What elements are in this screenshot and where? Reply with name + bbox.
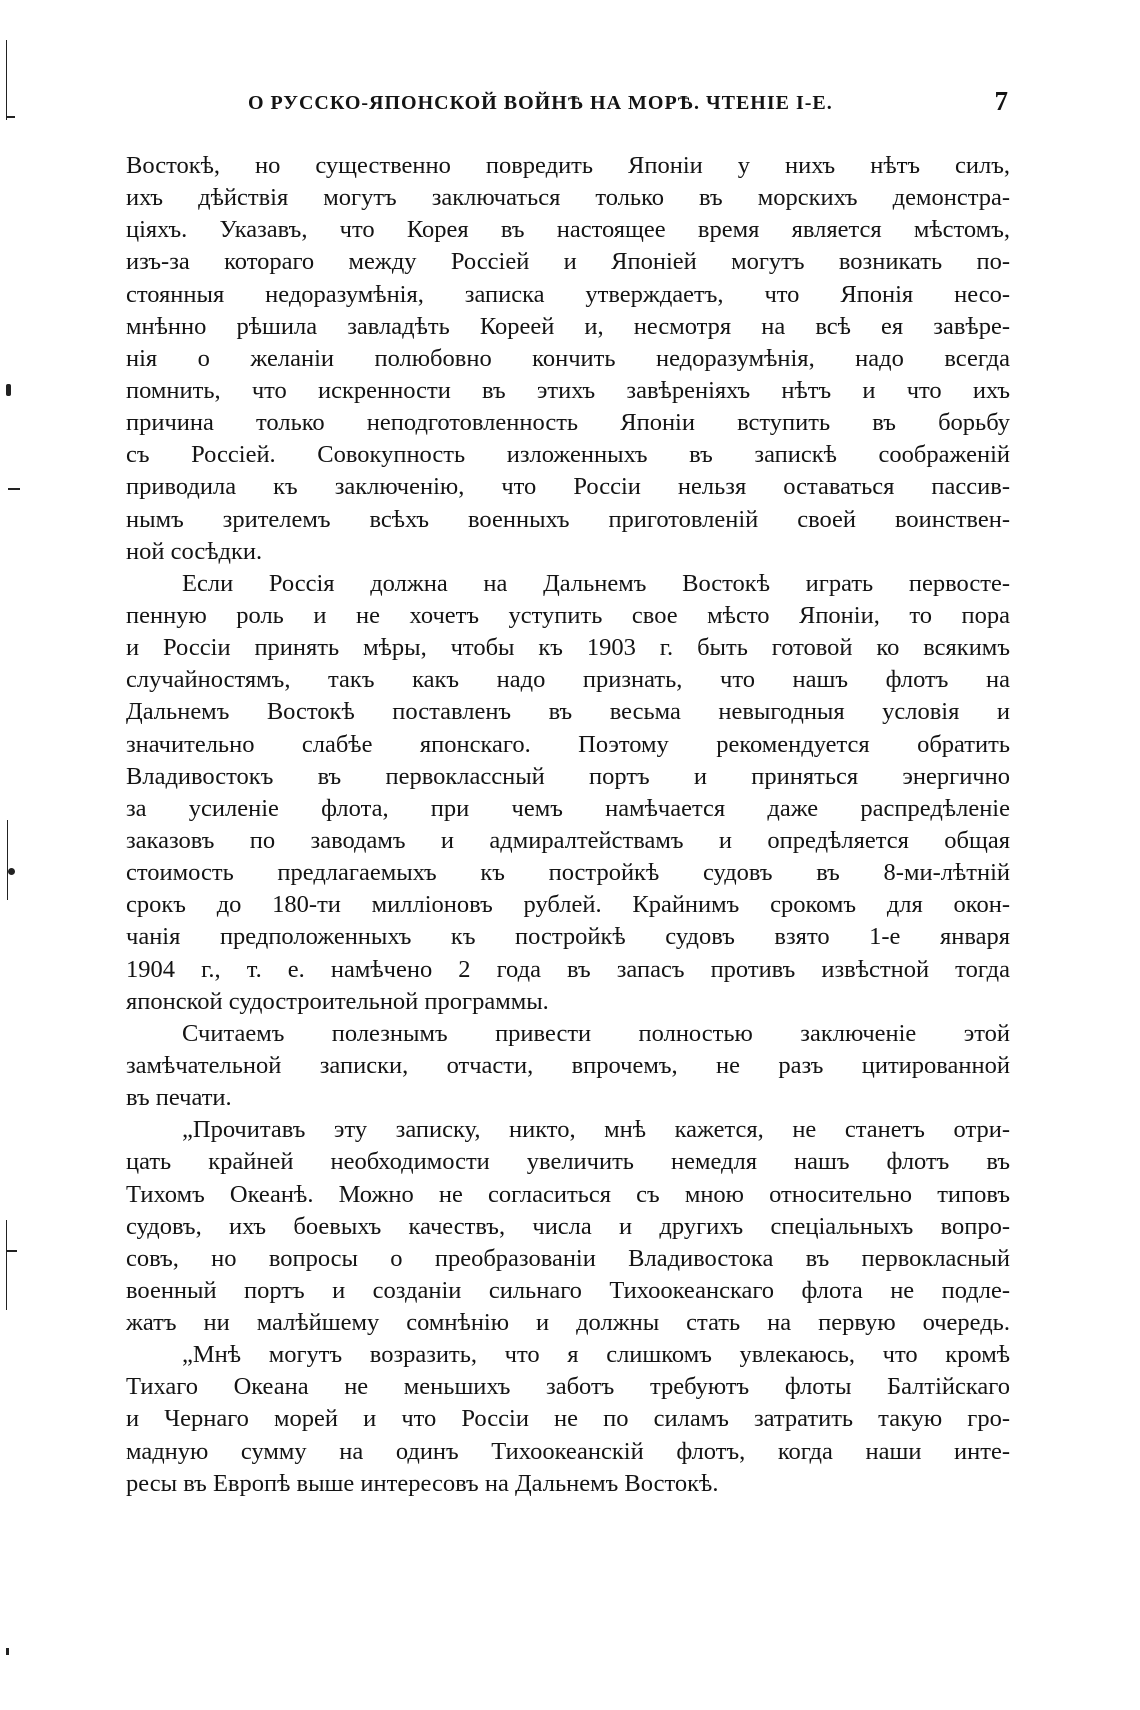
text-line: съ Россіей. Совокупность изложенныхъ въ запискѣ соображеній: [126, 441, 1010, 469]
margin-tick: [8, 488, 20, 490]
text-line: жатъ ни малѣйшему сомнѣнію и должны стать на первую очередь.: [126, 1309, 1010, 1337]
text-line: приводила къ заключенію, что Россіи нельзя оставаться пассив-: [126, 473, 1010, 501]
text-line: нія о желаніи полюбовно кончить недоразумѣнія, надо всегда: [126, 344, 1010, 372]
text-line: „Мнѣ могутъ возразить, что я слишкомъ увлекаюсь, что кромѣ: [182, 1341, 1010, 1369]
text-line: мадную сумму на одинъ Тихоокеанскій флотъ, когда наши инте-: [126, 1437, 1010, 1465]
text-line: Если Россія должна на Дальнемъ Востокѣ играть первосте-: [182, 569, 1010, 597]
text-line: значительно слабѣе японскаго. Поэтому рекомендуется обратить: [126, 730, 1010, 758]
text-line: изъ-за котораго между Россіей и Японіей могутъ возникать по-: [126, 248, 1010, 276]
text-line: Считаемъ полезнымъ привести полностью заключеніе этой: [182, 1019, 1010, 1047]
margin-blot: [8, 868, 15, 875]
text-line: цать крайней необходимости увеличить немедля нашъ флотъ въ: [126, 1148, 1010, 1176]
margin-blot: [6, 384, 11, 396]
text-line: случайностямъ, такъ какъ надо признать, что нашъ флотъ на: [126, 666, 1010, 694]
text-line: срокъ до 180-ти милліоновъ рублей. Крайнимъ срокомъ для окон-: [126, 891, 1010, 919]
margin-tick: [6, 116, 15, 118]
margin-blot: [6, 1648, 9, 1655]
margin-rule-top: [6, 40, 7, 120]
text-line: Дальнемъ Востокѣ поставленъ въ весьма невыгодныя условія и: [126, 698, 1010, 726]
text-line: совъ, но вопросы о преобразованіи Владивостока въ первокласный: [126, 1244, 1010, 1272]
text-line: чанія предположенныхъ къ постройкѣ судовъ взято 1-е января: [126, 923, 1010, 951]
text-line: и Россіи принять мѣры, чтобы къ 1903 г. быть готовой ко всякимъ: [126, 634, 1010, 662]
text-line: ихъ дѣйствія могутъ заключаться только въ морскихъ демонстра-: [126, 184, 1010, 212]
text-line: за усиленіе флота, при чемъ намѣчается даже распредѣленіе: [126, 794, 1010, 822]
running-head: [124, 86, 1008, 126]
text-line: Тихомъ Океанѣ. Можно не согласиться съ мною относительно типовъ: [126, 1180, 1010, 1208]
text-line: стоянныя недоразумѣнія, записка утверждаетъ, что Японія несо-: [126, 280, 1010, 308]
text-line: и Чернаго морей и что Россіи не по силамъ затратить такую гро-: [126, 1405, 1010, 1433]
text-line: ной сосѣдки.: [126, 537, 263, 565]
text-line: въ печати.: [126, 1084, 232, 1112]
page-number: 7: [994, 86, 1008, 116]
text-line: ресы въ Европѣ выше интересовъ на Дальнемъ Востокѣ.: [126, 1469, 719, 1497]
text-line: 1904 г., т. е. намѣчено 2 года въ запасъ противъ извѣстной тогда: [126, 955, 1010, 983]
text-line: Тихаго Океана не меньшихъ заботъ требуютъ флоты Балтійскаго: [126, 1373, 1010, 1401]
text-line: замѣчательной записки, отчасти, впрочемъ, не разъ цитированной: [126, 1051, 1010, 1079]
text-line: японской судостроительной программы.: [126, 987, 549, 1015]
text-line: пенную роль и не хочетъ уступить свое мѣсто Японіи, то пора: [126, 601, 1010, 629]
text-line: Владивостокъ въ первоклассный портъ и приняться энергично: [126, 762, 1010, 790]
text-body: [126, 150, 1010, 1500]
text-line: заказовъ по заводамъ и адмиралтействамъ и опредѣляется общая: [126, 826, 1010, 854]
margin-rule-low: [6, 1220, 7, 1310]
text-line: ціяхъ. Указавъ, что Корея въ настоящее время является мѣстомъ,: [126, 216, 1010, 244]
text-line: судовъ, ихъ боевыхъ качествъ, числа и другихъ спеціальныхъ вопро-: [126, 1212, 1010, 1240]
text-line: мнѣнно рѣшила завладѣть Кореей и, несмотря на всѣ ея завѣре-: [126, 312, 1010, 340]
margin-tick: [7, 1250, 17, 1252]
text-line: стоимость предлагаемыхъ къ постройкѣ судовъ въ 8-ми-лѣтній: [126, 859, 1010, 887]
text-line: „Прочитавъ эту записку, никто, мнѣ кажется, не станетъ отри-: [182, 1116, 1010, 1144]
text-line: помнить, что искренности въ этихъ завѣреніяхъ нѣтъ и что ихъ: [126, 376, 1010, 404]
text-line: нымъ зрителемъ всѣхъ военныхъ приготовленій своей воинствен-: [126, 505, 1010, 533]
text-line: Востокѣ, но существенно повредить Японіи у нихъ нѣтъ силъ,: [126, 152, 1010, 179]
text-line: военный портъ и созданіи сильнаго Тихоокеанскаго флота не подле-: [126, 1276, 1010, 1304]
running-title: О РУССКО-ЯПОНСКОЙ ВОЙНѢ НА МОРѢ. ЧТЕНІЕ І-Е.: [248, 92, 833, 114]
scan-margin-artifacts: [0, 0, 30, 1710]
text-line: причина только неподготовленность Японіи вступить въ борьбу: [126, 409, 1010, 437]
margin-rule-mid: [7, 820, 8, 900]
